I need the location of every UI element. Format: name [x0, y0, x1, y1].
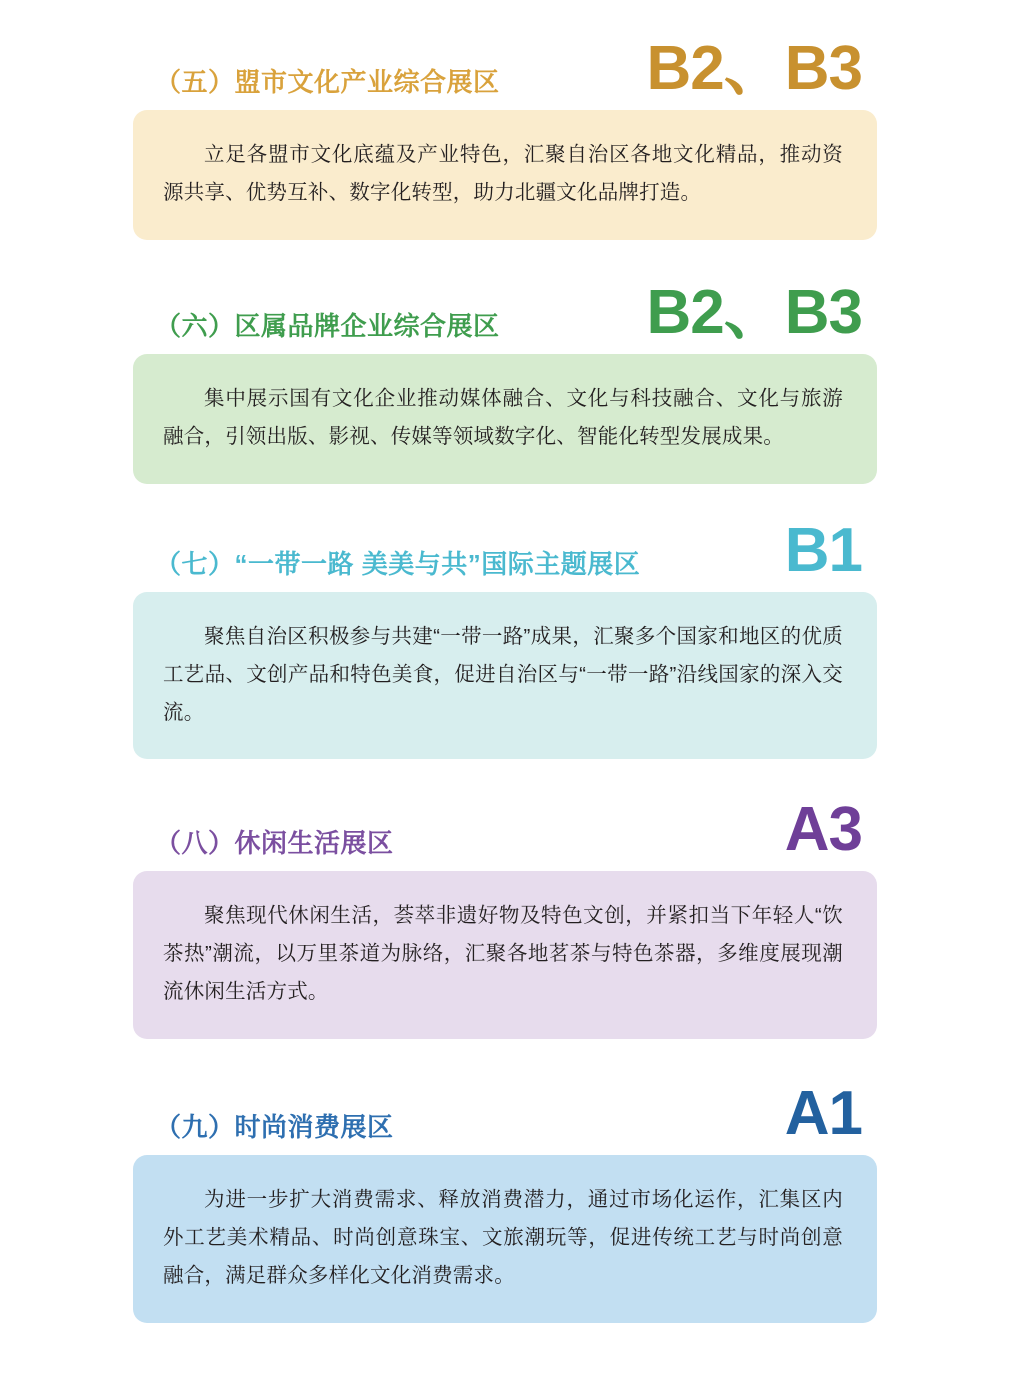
section-title-text: “一带一路 美美与共”国际主题展区 [234, 548, 641, 579]
section-title [155, 1112, 394, 1143]
section-number: （六） [155, 310, 235, 341]
section-title-text: 休闲生活展区 [234, 828, 394, 859]
section-body [133, 1155, 877, 1323]
section-时尚消费展区 [0, 1079, 1012, 1323]
section-区属品牌企业综合展区 [0, 277, 1012, 484]
section-body [133, 354, 877, 484]
section-number: （五） [155, 66, 235, 97]
section-body [133, 110, 877, 240]
section-header [0, 277, 1012, 347]
section-header [0, 515, 1012, 585]
section-body [133, 592, 877, 760]
section-code-badge: B2、B3 [646, 277, 862, 347]
section-title [155, 828, 394, 859]
section-body-text: 聚焦自治区积极参与共建“一带一路”成果，汇聚多个国家和地区的优质工艺品、文创产品和特色美食，促进自治区与“一带一路”沿线国家的深入交流。 [163, 624, 843, 724]
section-code-badge: A3 [784, 795, 862, 865]
section-title [155, 549, 640, 580]
section-盟市文化产业综合展区 [0, 34, 1012, 240]
section-title [155, 311, 500, 342]
section-code-badge: A1 [784, 1079, 862, 1149]
section-title-text: 区属品牌企业综合展区 [234, 310, 500, 341]
section-number: （七） [155, 548, 235, 579]
section-body-text: 立足各盟市文化底蕴及产业特色，汇聚自治区各地文化精品，推动资源共享、优势互补、数字化转型，助力北疆文化品牌打造。 [163, 143, 843, 204]
section-header [0, 1079, 1012, 1149]
section-body-text: 为进一步扩大消费需求、释放消费潜力，通过市场化运作，汇集区内外工艺美术精品、时尚创意珠宝、文旅潮玩等，促进传统工艺与时尚创意融合，满足群众多样化文化消费需求。 [163, 1188, 843, 1288]
section-number: （八） [155, 828, 235, 859]
section-一带一路美美与共国际主题展区 [0, 515, 1012, 760]
section-body [133, 871, 877, 1039]
section-body-text: 聚焦现代休闲生活，荟萃非遗好物及特色文创，并紧扣当下年轻人“饮茶热”潮流，以万里茶道为脉络，汇聚各地茗茶与特色茶器，多维度展现潮流休闲生活方式。 [163, 904, 843, 1004]
section-body-text: 集中展示国有文化企业推动媒体融合、文化与科技融合、文化与旅游融合，引领出版、影视、传媒等领域数字化、智能化转型发展成果。 [163, 386, 843, 448]
section-title [155, 67, 500, 98]
section-header [0, 795, 1012, 865]
section-header [0, 34, 1012, 103]
section-休闲生活展区 [0, 795, 1012, 1039]
section-title-text: 时尚消费展区 [234, 1112, 394, 1143]
section-number: （九） [155, 1112, 235, 1143]
section-code-badge: B2、B3 [646, 34, 862, 103]
section-title-text: 盟市文化产业综合展区 [234, 66, 500, 97]
section-code-badge: B1 [784, 515, 862, 585]
